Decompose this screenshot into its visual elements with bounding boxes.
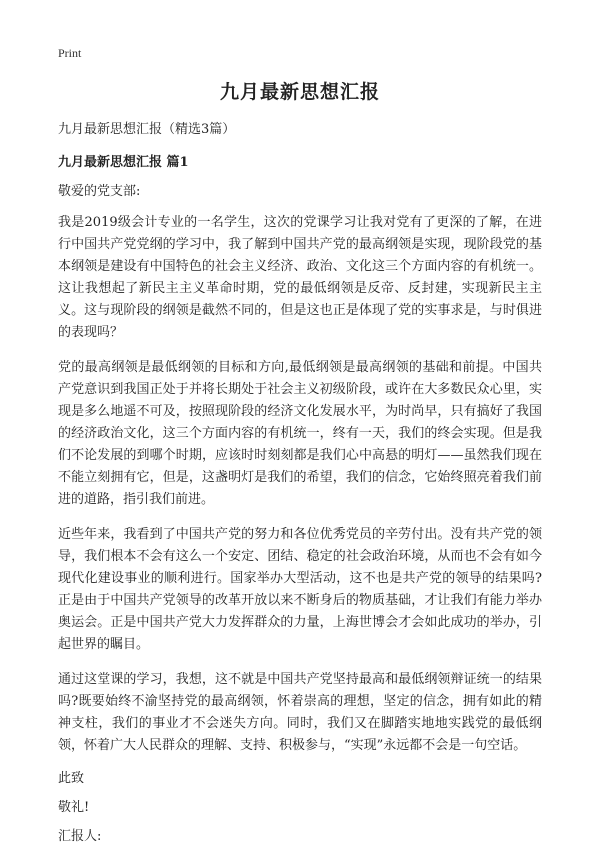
- document-subtitle: 九月最新思想汇报（精选3篇）: [58, 122, 236, 137]
- body-paragraph-4: 通过这堂课的学习，我想，这不就是中国共产党坚持最高和最低纲领辩证统一的结果吗?既要始终不渝坚持党的最高纲领，怀着崇高的理想，坚定的信念，拥有如此的精神支柱，我们的事业才不会迷失方向。同时，我们又在脚踏实地地实践党的最低纲领，怀着广大人民群众的理解、支持、积极参与，“实现”永远都不会是一句空话。: [58, 672, 542, 753]
- closing-line-1: 此致: [58, 771, 85, 786]
- section-heading: 九月最新思想汇报 篇1: [58, 155, 189, 170]
- closing-line-2: 敬礼!: [58, 800, 90, 815]
- signature-label: 汇报人:: [58, 829, 102, 844]
- salutation: 敬爱的党支部:: [58, 184, 141, 199]
- body-paragraph-3: 近些年来，我看到了中国共产党的努力和各位优秀党员的辛劳付出。没有共产党的领导，我们根本不会有这么一个安定、团结、稳定的社会政治环境，从而也不会有如今现代化建设事业的顺利进行。国家举办大型活动，这不也是共产党的领导的结果吗?正是由于中国共产党领导的改革开放以来不断身后的物质基础，才让我们有能力举办奥运会。正是中国共产党大力发挥群众的力量，上海世博会才会如此成功的举办，引起世界的瞩目。: [58, 527, 542, 652]
- print-link[interactable]: Print: [58, 46, 82, 60]
- body-paragraph-2: 党的最高纲领是最低纲领的目标和方向,最低纲领是最高纲领的基础和前提。中国共产党意识到我国正处于并将长期处于社会主义初级阶段，或许在大多数民众心里，实现是多么地遥不可及，按照现阶段的经济文化发展水平，为时尚早，只有搞好了我国的经济政治文化，这三个方面内容的有机统一，终有一天，我们的终会实现。但是我们不论发展的到哪个时期，应该时时刻刻都是我们心中高悬的明灯——虽然我们现在不能立刻拥有它，但是，这盏明灯是我们的希望，我们的信念，它始终照亮着我们前进的道路，指引我们前进。: [58, 360, 542, 507]
- body-paragraph-1: 我是2019级会计专业的一名学生，这次的党课学习让我对党有了更深的了解，在进行中国共产党党纲的学习中，我了解到中国共产党的最高纲领是实现，现阶段党的基本纲领是建设有中国特色的社会主义经济、政治、文化这三个方面内容的有机统一。这让我想起了新民主主义革命时期，党的最低纲领是反帝、反封建，实现新民主主义。这与现阶段的纲领是截然不同的，但是这也正是体现了党的实事求是，与时俱进的表现吗？: [58, 215, 542, 340]
- document-title: 九月最新思想汇报: [219, 81, 380, 103]
